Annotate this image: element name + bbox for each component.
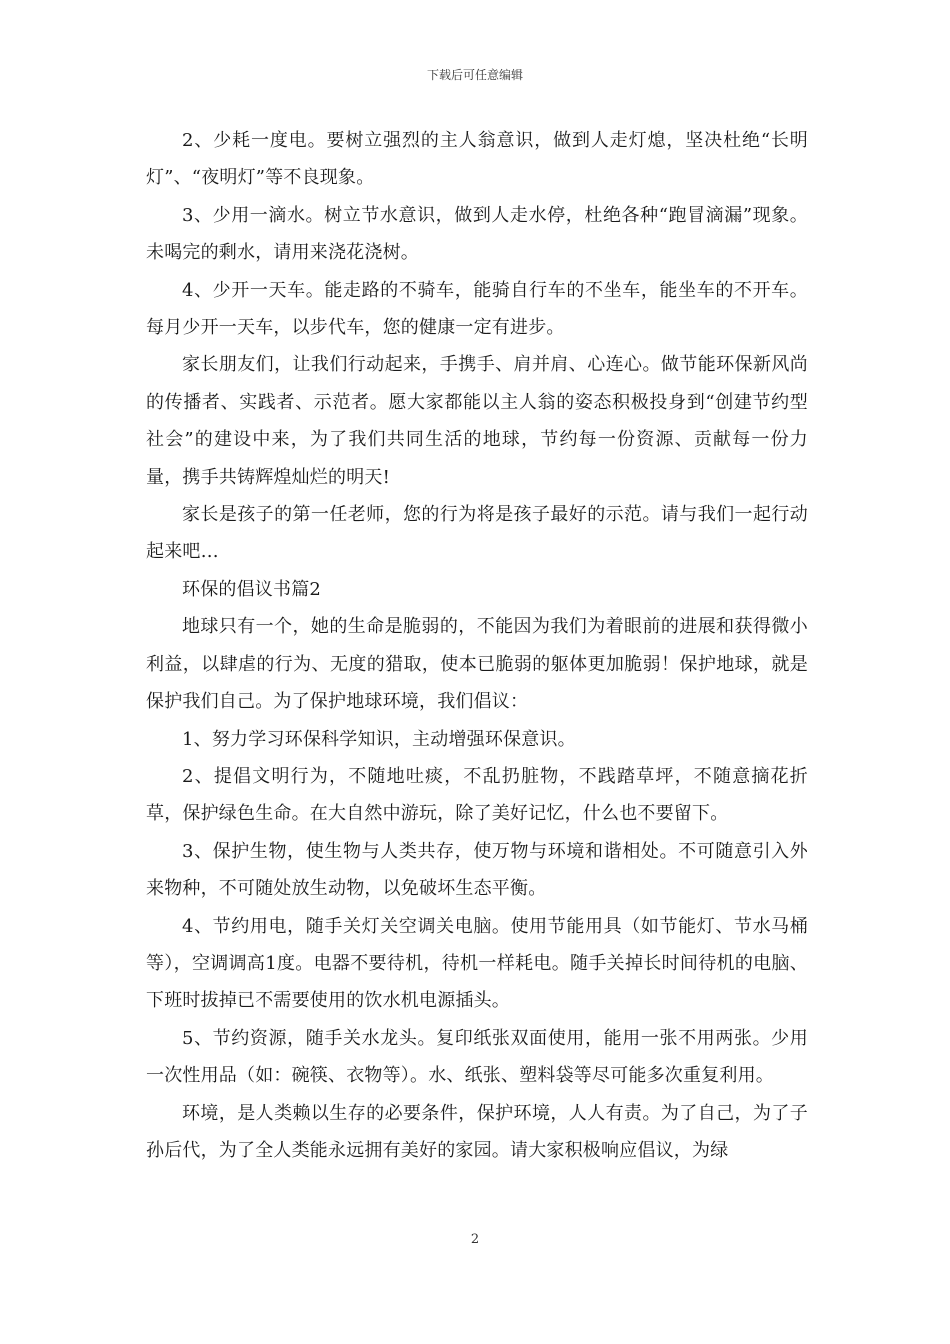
paragraph-item-4: 4、少开一天车。能走路的不骑车，能骑自行车的不坐车，能坐车的不开车。每月少开一天车，以步代车，您的健康一定有进步。 (146, 279, 808, 339)
paragraph-closing: 环境，是人类赖以生存的必要条件，保护环境，人人有责。为了自己，为了子孙后代，为了全人类能永远拥有美好的家园。请大家积极响应倡议，为绿 (146, 1102, 808, 1161)
paragraph-proposal-2: 2、提倡文明行为，不随地吐痰，不乱扔脏物，不践踏草坪，不随意摘花折草，保护绿色生命。在大自然中游玩，除了美好记忆，什么也不要留下。 (146, 765, 808, 825)
page-header: 下载后可任意编辑 (426, 68, 523, 82)
paragraph-parents-call: 家长朋友们，让我们行动起来，手携手、肩并肩、心连心。做节能环保新风尚的传播者、实践者、示范者。愿大家都能以主人翁的姿态积极投身到“创建节约型社会”的建设中来，为了我们共同生活的地球，节约每一份资源、贡献每一份力量，携手共铸辉煌灿烂的明天! (146, 354, 808, 488)
paragraph-proposal-5: 5、节约资源，随手关水龙头。复印纸张双面使用，能用一张不用两张。少用一次性用品（如：碗筷、衣物等）。水、纸张、塑料袋等尽可能多次重复利用。 (146, 1027, 808, 1087)
section-heading: 环保的倡议书篇2 (182, 578, 322, 600)
paragraph-proposal-1: 1、努力学习环保科学知识，主动增强环保意识。 (182, 728, 576, 750)
page-number: 2 (470, 1232, 480, 1247)
paragraph-item-3: 3、少用一滴水。树立节水意识，做到人走水停，杜绝各种“跑冒滴漏”现象。未喝完的剩水，请用来浇花浇树。 (146, 204, 808, 264)
paragraph-item-2: 2、少耗一度电。要树立强烈的主人翁意识，做到人走灯熄，坚决杜绝“长明灯”、“夜明灯”等不良现象。 (146, 130, 808, 189)
paragraph-proposal-3: 3、保护生物，使生物与人类共存，使万物与环境和谐相处。不可随意引入外来物种，不可随处放生动物，以免破坏生态平衡。 (146, 840, 808, 900)
document-body (146, 122, 808, 1169)
paragraph-earth-intro: 地球只有一个，她的生命是脆弱的，不能因为我们为着眼前的进展和获得微小利益，以肆虐的行为、无度的猎取，使本已脆弱的躯体更加脆弱！保护地球，就是保护我们自己。为了保护地球环境，我们倡议： (146, 616, 808, 713)
paragraph-proposal-4: 4、节约用电，随手关灯关空调关电脑。使用节能用具（如节能灯、节水马桶等），空调调高1度。电器不要待机，待机一样耗电。随手关掉长时间待机的电脑、下班时拔掉已不需要使用的饮水机电源插头。 (146, 915, 808, 1012)
paragraph-parents-teacher: 家长是孩子的第一任老师，您的行为将是孩子最好的示范。请与我们一起行动起来吧… (146, 504, 808, 563)
